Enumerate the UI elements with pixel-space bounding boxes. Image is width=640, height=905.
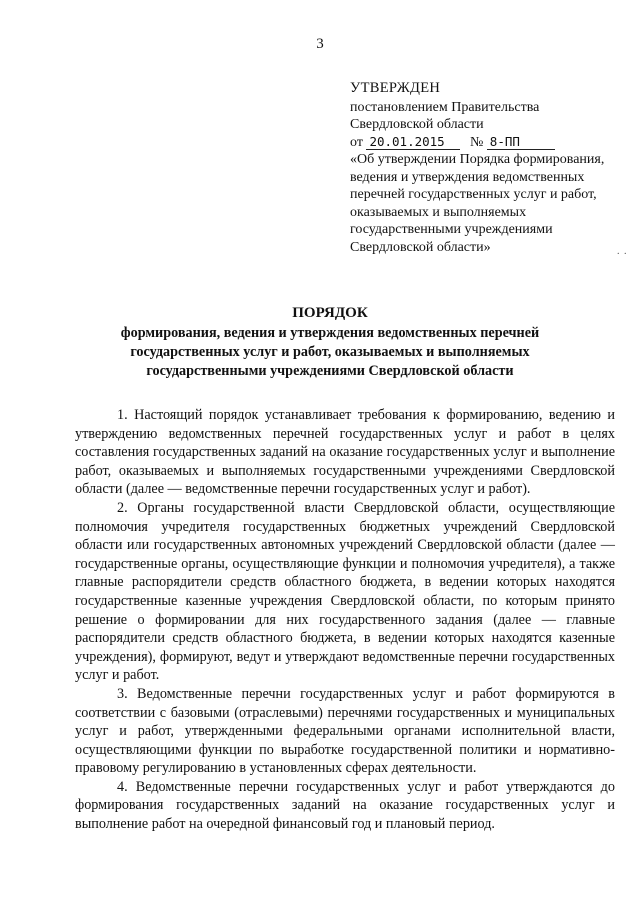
page-number: 3 [316, 36, 324, 52]
paragraph-2: 2. Органы государственной власти Свердловской области, осуществляющие полномочия учредителя государственных бюджетных учреждений Свердловской области или государственных автономных учреждений Свердловской области (далее — государственные органы, осуществляющие функции и полномочия учредителя), а также главные распорядители средств областного бюджета, в ведении которых находятся государственные казенные учреждения Свердловской области, по которым принято решение о формировании для них государственного задания (далее — главные распорядители средств областного бюджета, в ведении которых находятся казенные учреждения), формируют, ведут и утверждают ведомственные перечни государственных услуг и работ. [75, 499, 615, 684]
approval-line-1: постановлением Правительства [350, 99, 540, 115]
approval-stamp [350, 80, 620, 256]
paragraph-3: 3. Ведомственные перечни государственных услуг и работ формируются в соответствии с базовыми (отраслевыми) перечнями государственных и муниципальных услуг и работ, утвержденными федеральными органами исполнительной власти, осуществляющими функции по выработке государственной политики и нормативно-правовому регулированию в установленных сферах деятельности. [75, 685, 615, 777]
resolution-date: 20.01.2015 [366, 135, 460, 150]
from-label: от [350, 134, 363, 150]
document-title: ПОРЯДОК [292, 305, 368, 321]
paragraph-4: 4. Ведомственные перечни государственных услуг и работ утверждаются до формирования государственных заданий на оказание государственных услуг и выполнение работ на очередной финансовый год и плановый период. [75, 778, 615, 833]
approval-date-row [350, 134, 620, 152]
paragraph-1: 1. Настоящий порядок устанавливает требования к формированию, ведению и утверждению ведомственных перечней государственных услуг и работ в целях составления государственных заданий на оказание государственных услуг и выполнение работ, оказываемых и выполняемых государственными учреждениями Свердловской области (далее — ведомственные перечни государственных услуг и работ). [75, 407, 615, 498]
approved-heading: УТВЕРЖДЕН [350, 80, 441, 96]
document-title-block [96, 304, 564, 381]
number-label: № [469, 134, 484, 150]
scan-artifact: . . [617, 246, 628, 257]
document-subtitle: формирования, ведения и утверждения ведомственных перечней государственных услуг и работ, оказываемых и выполняемых государственными учреждениями Свердловской области [120, 325, 540, 379]
resolution-number: 8-ПП [487, 135, 555, 150]
document-body [75, 406, 615, 834]
resolution-subject: «Об утверждении Порядка формирования, ведения и утверждения ведомственных перечней государственных услуг и работ, оказываемых и выполняемых государственными учреждениями Свердловской области» [350, 152, 605, 255]
approval-line-2: Свердловской области [350, 117, 484, 132]
